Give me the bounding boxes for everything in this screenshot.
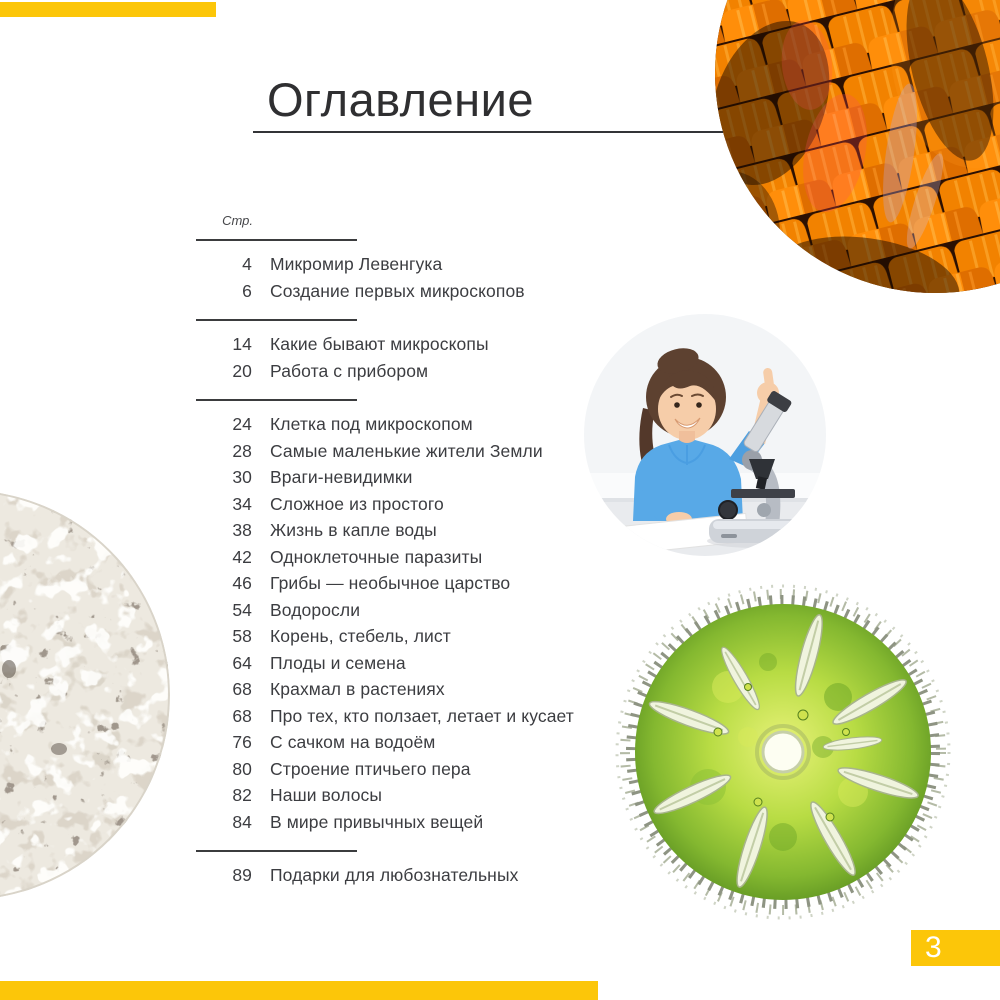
toc-entry bbox=[196, 623, 626, 650]
toc-entry bbox=[196, 570, 626, 597]
title-underline bbox=[253, 131, 723, 133]
toc-entry-title: Строение птичьего пера bbox=[270, 758, 471, 779]
toc-entry-title: Водоросли bbox=[270, 599, 361, 620]
toc-entry-title: Какие бывают микроскопы bbox=[270, 334, 489, 354]
bottom-accent-bar bbox=[0, 981, 598, 1000]
toc-entry-title: Клетка под микроскопом bbox=[270, 414, 473, 434]
toc-entry-title: Наши волосы bbox=[270, 785, 383, 805]
toc-entry bbox=[196, 729, 626, 756]
toc-entry bbox=[196, 358, 626, 385]
toc-entry-page: 6 bbox=[242, 280, 252, 301]
toc-entry bbox=[196, 597, 626, 624]
toc-section bbox=[196, 862, 626, 889]
toc-entry-title: Микромир Левенгука bbox=[270, 254, 443, 274]
butterfly-wing-scales-photo bbox=[715, 0, 1000, 293]
toc-entry-page: 58 bbox=[232, 626, 252, 646]
toc-section bbox=[196, 251, 626, 304]
toc-entry-page: 24 bbox=[232, 414, 252, 434]
toc-entry-page: 4 bbox=[242, 254, 252, 274]
green-alga-micrograph-photo bbox=[598, 567, 968, 937]
section-divider bbox=[196, 399, 357, 401]
toc-entry-page: 89 bbox=[232, 865, 252, 885]
page-title: Оглавление bbox=[267, 73, 535, 126]
toc-entry-page: 64 bbox=[232, 652, 252, 673]
toc-entry-title: Грибы — необычное царство bbox=[270, 573, 511, 593]
top-accent-bar bbox=[0, 2, 216, 17]
toc-entry bbox=[196, 809, 626, 836]
toc-entry-page: 30 bbox=[232, 467, 252, 487]
toc-entry bbox=[196, 676, 626, 703]
sponge-fibers-photo bbox=[0, 489, 171, 901]
section-divider bbox=[196, 319, 357, 321]
page-column-header: Стр. bbox=[222, 213, 253, 228]
toc-entry bbox=[196, 438, 626, 465]
toc-entry-page: 46 bbox=[232, 573, 252, 593]
toc-entry-page: 84 bbox=[232, 811, 252, 832]
toc-entry-title: В мире привычных вещей bbox=[270, 811, 484, 832]
toc-entry-page: 34 bbox=[232, 493, 252, 514]
toc-entry-title: Про тех, кто ползает, летает и кусает bbox=[270, 705, 574, 726]
toc-entry bbox=[196, 782, 626, 809]
toc-entry-title: Создание первых микроскопов bbox=[270, 280, 525, 301]
toc-entry-page: 68 bbox=[232, 679, 252, 699]
toc-entry bbox=[196, 517, 626, 544]
toc-entry bbox=[196, 544, 626, 571]
toc-entry bbox=[196, 650, 626, 677]
toc-entry-page: 28 bbox=[232, 440, 252, 461]
toc-section bbox=[196, 331, 626, 384]
toc-entry-title: Сложное из простого bbox=[270, 493, 444, 514]
toc-entry bbox=[196, 756, 626, 783]
page-number: 3 bbox=[925, 931, 942, 964]
toc-entry-title: Работа с прибором bbox=[270, 360, 429, 381]
toc-entry-title: С сачком на водоём bbox=[270, 732, 436, 752]
toc-entry bbox=[196, 251, 626, 278]
toc-entry-title: Подарки для любознательных bbox=[270, 865, 519, 885]
toc-entry-title: Самые маленькие жители Земли bbox=[270, 440, 543, 461]
page-number-badge bbox=[911, 930, 1000, 966]
toc-entry bbox=[196, 411, 626, 438]
toc-entry-page: 80 bbox=[232, 758, 252, 779]
toc-entry-page: 68 bbox=[232, 705, 252, 726]
toc-entry bbox=[196, 862, 626, 889]
girl-with-microscope-photo bbox=[583, 313, 827, 557]
toc-entry-title: Одноклеточные паразиты bbox=[270, 546, 483, 567]
toc-entry-title: Крахмал в растениях bbox=[270, 679, 445, 699]
toc-entry-title: Плоды и семена bbox=[270, 652, 406, 673]
toc-entry-page: 14 bbox=[232, 334, 252, 354]
toc-entry-page: 20 bbox=[232, 360, 252, 381]
toc-entry-page: 82 bbox=[232, 785, 252, 805]
toc-section bbox=[196, 411, 626, 835]
toc-entry-page: 42 bbox=[232, 546, 252, 567]
toc-entry bbox=[196, 278, 626, 305]
toc-entry bbox=[196, 464, 626, 491]
toc-entry bbox=[196, 491, 626, 518]
toc-entry bbox=[196, 331, 626, 358]
section-divider bbox=[196, 239, 357, 241]
toc-entry-page: 38 bbox=[232, 520, 252, 540]
toc-entry-title: Жизнь в капле воды bbox=[270, 520, 437, 540]
section-divider bbox=[196, 850, 357, 852]
toc-entry-title: Враги-невидимки bbox=[270, 467, 413, 487]
toc-entry-title: Корень, стебель, лист bbox=[270, 626, 451, 646]
toc-entry-page: 54 bbox=[232, 599, 252, 620]
toc-entry bbox=[196, 703, 626, 730]
toc-entry-page: 76 bbox=[232, 732, 252, 752]
table-of-contents bbox=[196, 239, 626, 904]
